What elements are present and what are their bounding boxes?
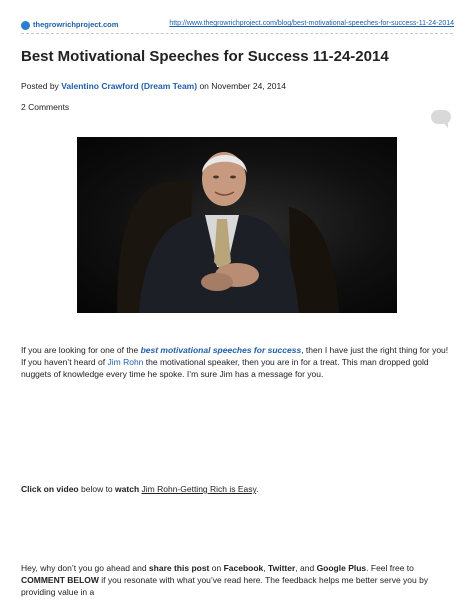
video-text-1: below to (81, 484, 113, 494)
comment-below-label: COMMENT BELOW (21, 575, 99, 585)
intro-text-3: the motivational speaker, then you are in for a treat. This man dropped gold nuggets of knowledge every time he spoke. I’m sure Jim has a message for you. (21, 357, 429, 379)
page-url-link[interactable]: http://www.thegrowrichproject.com/blog/best-motivational-speeches-for-success-11-24-2014 (169, 20, 454, 27)
jim-rohn-link[interactable]: Jim Rohn (107, 357, 144, 367)
date-prefix: on (199, 81, 209, 91)
intro-paragraph (21, 344, 454, 380)
header-divider (21, 33, 453, 34)
facebook-label: Facebook (223, 563, 264, 573)
post-date: November 24, 2014 (211, 81, 286, 91)
share-text-2: on (211, 563, 222, 573)
share-text-5: . Feel free to (366, 563, 414, 573)
share-text-3: , (263, 563, 266, 573)
video-link[interactable]: Jim Rohn-Getting Rich is Easy (141, 484, 257, 494)
speaker-photo (77, 137, 397, 313)
comment-count[interactable]: 2 Comments (21, 102, 70, 112)
share-paragraph (21, 562, 454, 598)
watch-label: watch (115, 484, 140, 494)
twitter-label: Twitter (268, 563, 296, 573)
share-text-6: if you resonate with what you’ve read here. The feedback helps me better serve you by providing value in a (21, 575, 429, 597)
share-text-1: Hey, why don’t you go ahead and (21, 563, 147, 573)
video-text-2: . (256, 484, 259, 494)
author-link[interactable]: Valentino Crawford (Dream Team) (61, 81, 198, 91)
intro-text-1: If you are looking for one of the (21, 345, 139, 355)
byline-prefix: Posted by (21, 81, 59, 91)
site-name[interactable]: thegrowrichproject.com (33, 20, 119, 29)
video-paragraph (21, 483, 454, 495)
site-logo-icon (21, 21, 30, 30)
comment-bubble-icon[interactable] (431, 110, 451, 124)
post-title: Best Motivational Speeches for Success 11-24-2014 (21, 48, 389, 65)
google-plus-label: Google Plus (316, 563, 367, 573)
speaker-portrait-image (77, 137, 397, 313)
click-video-label: Click on video (21, 484, 79, 494)
share-post-label: share this post (148, 563, 210, 573)
share-text-4: , and (295, 563, 315, 573)
intro-text-2: , then I have just the right thing for you! If you haven’t heard of (21, 345, 449, 367)
page-header (0, 0, 474, 40)
post-byline (21, 81, 286, 91)
keyword-link[interactable]: best motivational speeches for success (140, 345, 302, 355)
